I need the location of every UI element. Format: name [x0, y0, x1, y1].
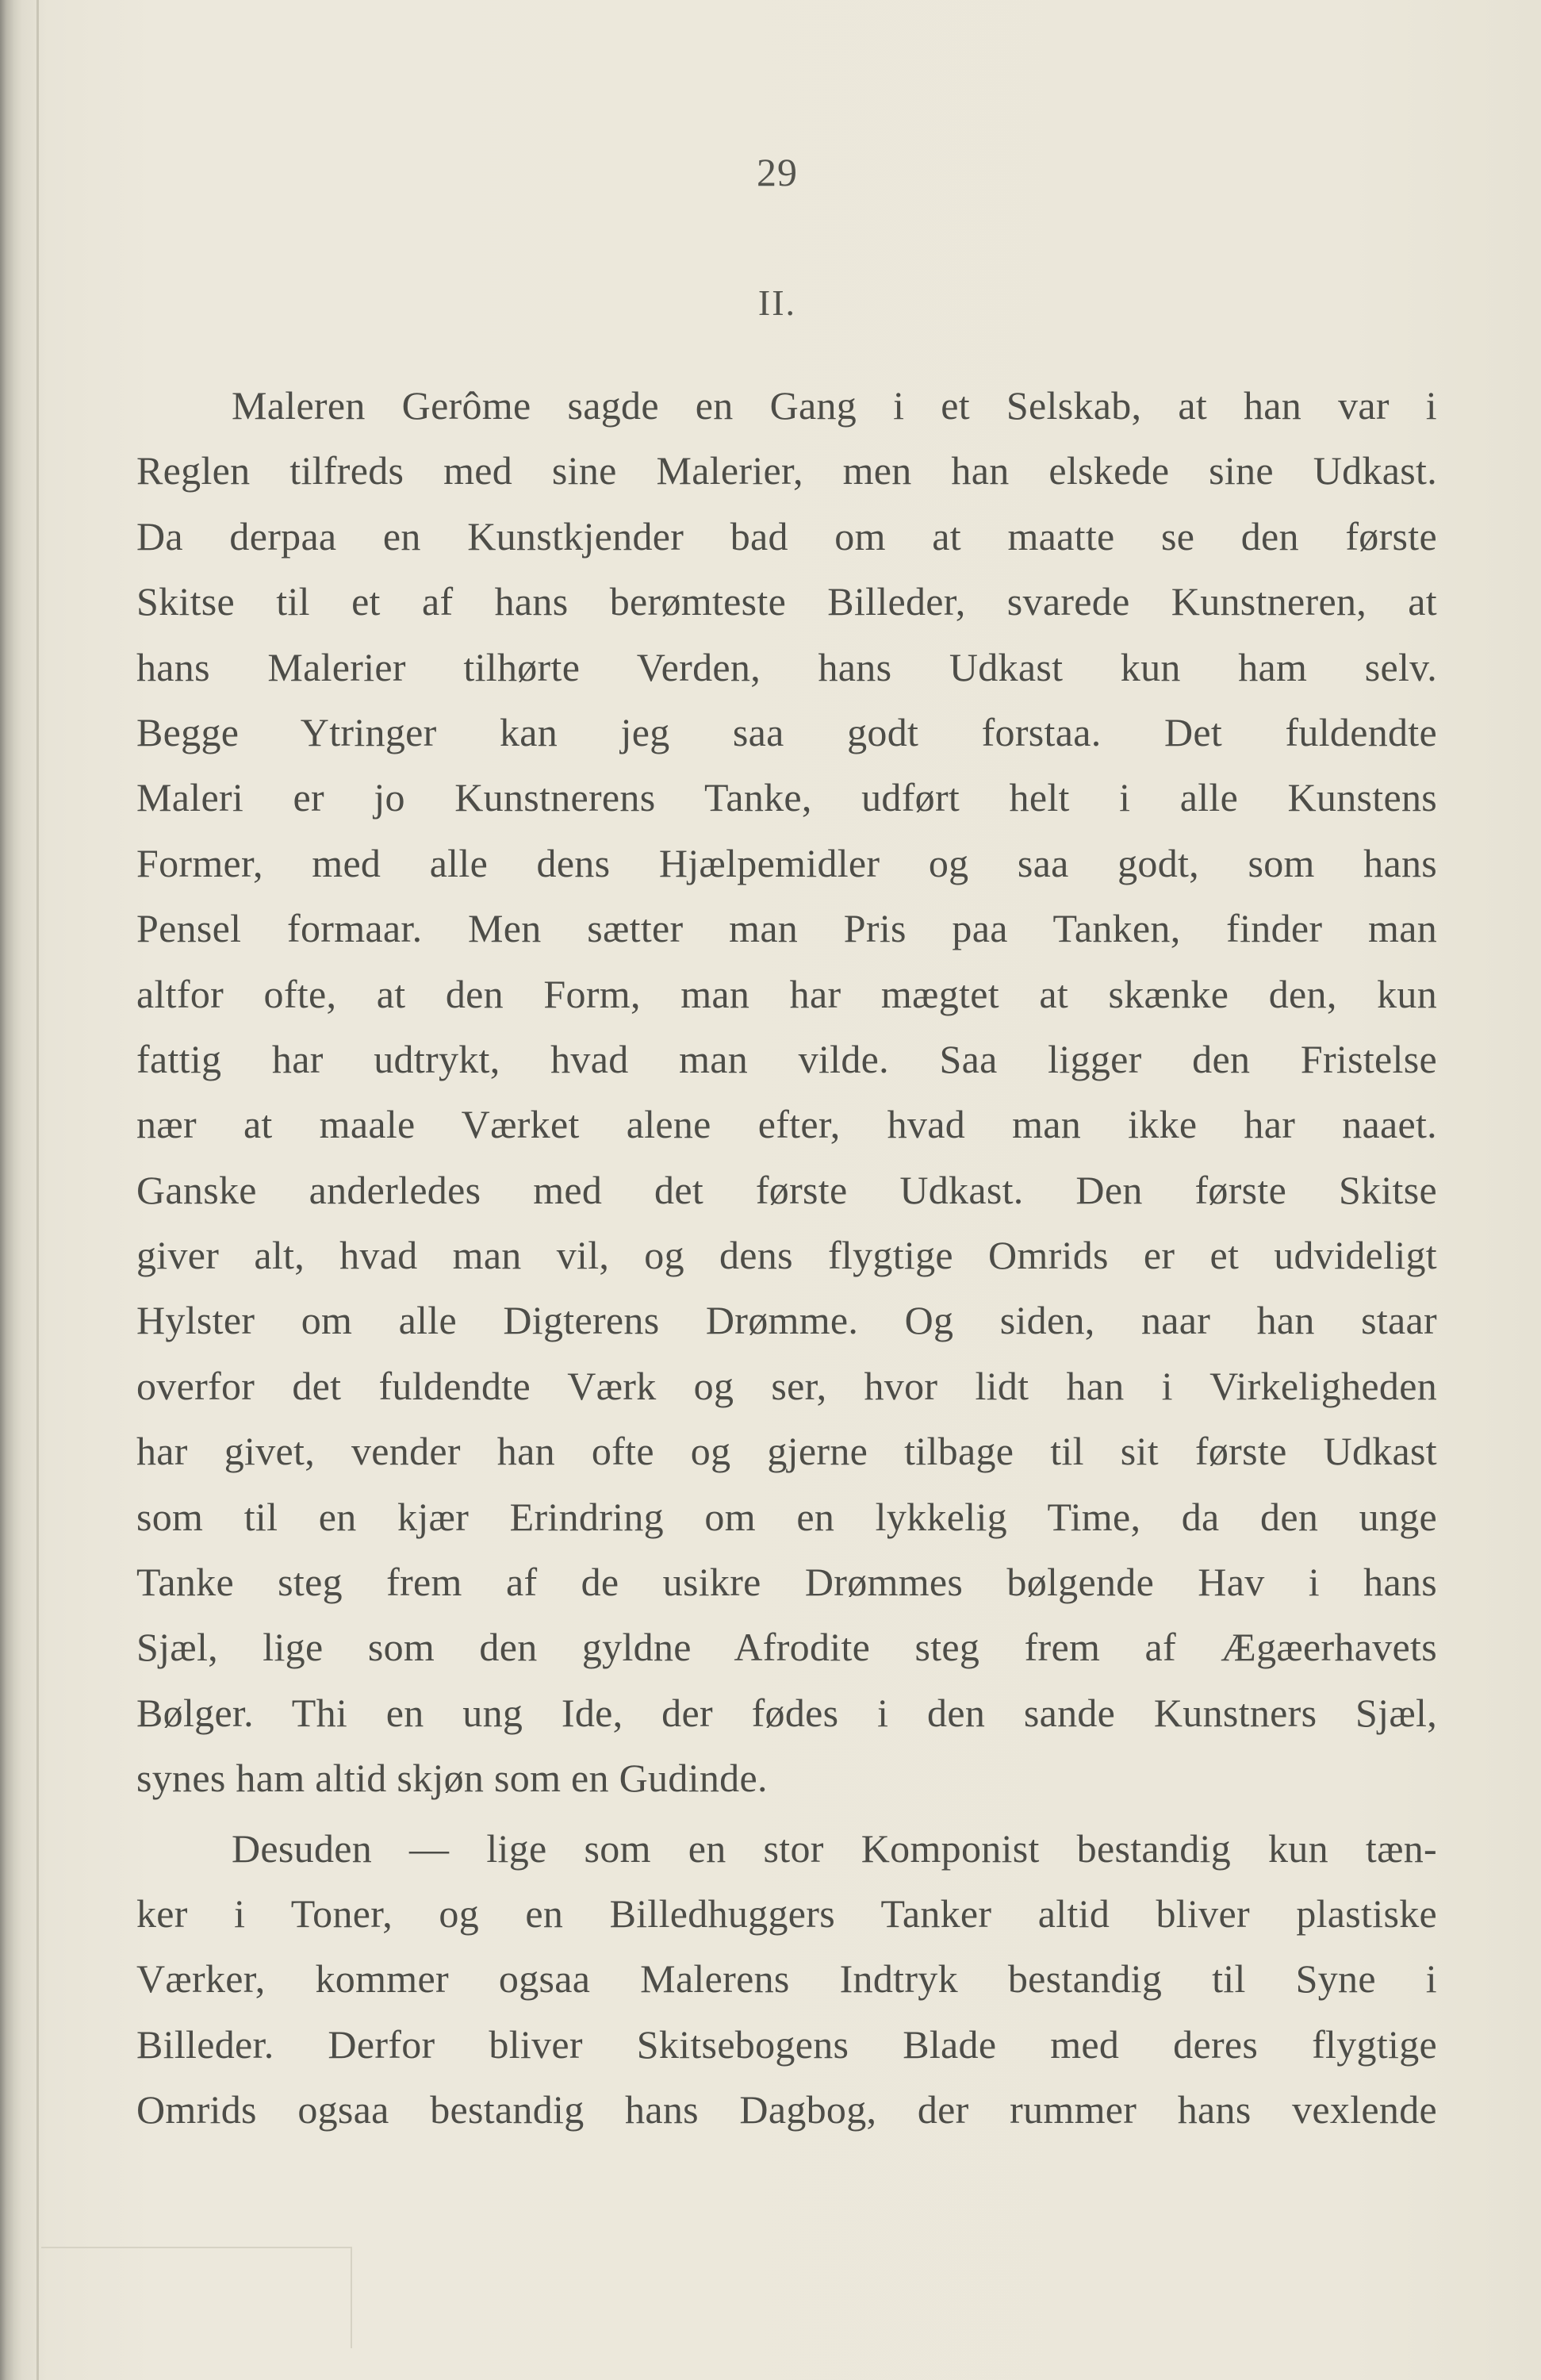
text-line: Maleri er jo Kunstnerens Tanke, udført helt i alle Kunstens	[136, 775, 1437, 820]
text-line: Tanke steg frem af de usikre Drømmes bølgende Hav i hans	[136, 1560, 1437, 1605]
page-binding-edge	[0, 0, 22, 2380]
text-line: har givet, vender han ofte og gjerne tilbage til sit første Udkast	[136, 1429, 1437, 1474]
text-line: Former, med alle dens Hjælpemidler og saa godt, som hans	[136, 840, 1437, 885]
text-line: Desuden — lige som en stor Komponist bestandig kun tæn-	[232, 1825, 1437, 1871]
text-line: synes ham altid skjøn som en Gudinde.	[136, 1756, 768, 1801]
text-line: Bølger. Thi en ung Ide, der fødes i den sande Kunstners Sjæl,	[136, 1690, 1437, 1735]
binding-shadow-line	[36, 0, 39, 2380]
text-line: Sjæl, lige som den gyldne Afrodite steg frem af Ægæerhavets	[136, 1625, 1437, 1670]
text-line: Værker, kommer ogsaa Malerens Indtryk bestandig til Syne i	[136, 1956, 1437, 2002]
text-line: Hylster om alle Digterens Drømme. Og siden, naar han staar	[136, 1298, 1437, 1343]
text-line: hans Malerier tilhørte Verden, hans Udkast kun ham selv.	[136, 644, 1437, 689]
text-line: fattig har udtrykt, hvad man vilde. Saa ligger den Fristelse	[136, 1036, 1437, 1081]
text-line: overfor det fuldendte Værk og ser, hvor lidt han i Virkeligheden	[136, 1363, 1437, 1408]
chapter-heading: II.	[757, 282, 797, 323]
page-number: 29	[757, 150, 798, 194]
text-line: Pensel formaar. Men sætter man Pris paa Tanken, finder man	[136, 906, 1437, 951]
text-line: som til en kjær Erindring om en lykkelig Time, da den unge	[136, 1494, 1437, 1539]
text-line: giver alt, hvad man vil, og dens flygtige Omrids er et udvideligt	[136, 1233, 1437, 1278]
text-line: Maleren Gerôme sagde en Gang i et Selskab, at han var i	[232, 383, 1437, 428]
text-line: ker i Toner, og en Billedhuggers Tanker altid bliver plastiske	[136, 1891, 1437, 1936]
text-line: Da derpaa en Kunstkjender bad om at maatte se den første	[136, 513, 1437, 559]
text-line: altfor ofte, at den Form, man har mægtet at skænke den, kun	[136, 971, 1437, 1016]
text-line: Ganske anderledes med det første Udkast. Den første Skitse	[136, 1167, 1437, 1212]
text-line: Reglen tilfreds med sine Malerier, men han elskede sine Udkast.	[136, 448, 1437, 493]
text-line: nær at maale Værket alene efter, hvad man ikke har naaet.	[136, 1102, 1437, 1147]
text-line: Omrids ogsaa bestandig hans Dagbog, der rummer hans vexlende	[136, 2087, 1437, 2132]
body-text	[136, 373, 1437, 2143]
text-line: Skitse til et af hans berømteste Billeder, svarede Kunstneren, at	[136, 579, 1437, 624]
scan-artifact-frame	[41, 2247, 352, 2348]
text-line: Begge Ytringer kan jeg saa godt forstaa. Det fuldendte	[136, 709, 1437, 754]
text-line: Billeder. Derfor bliver Skitsebogens Blade med deres flygtige	[136, 2021, 1437, 2067]
